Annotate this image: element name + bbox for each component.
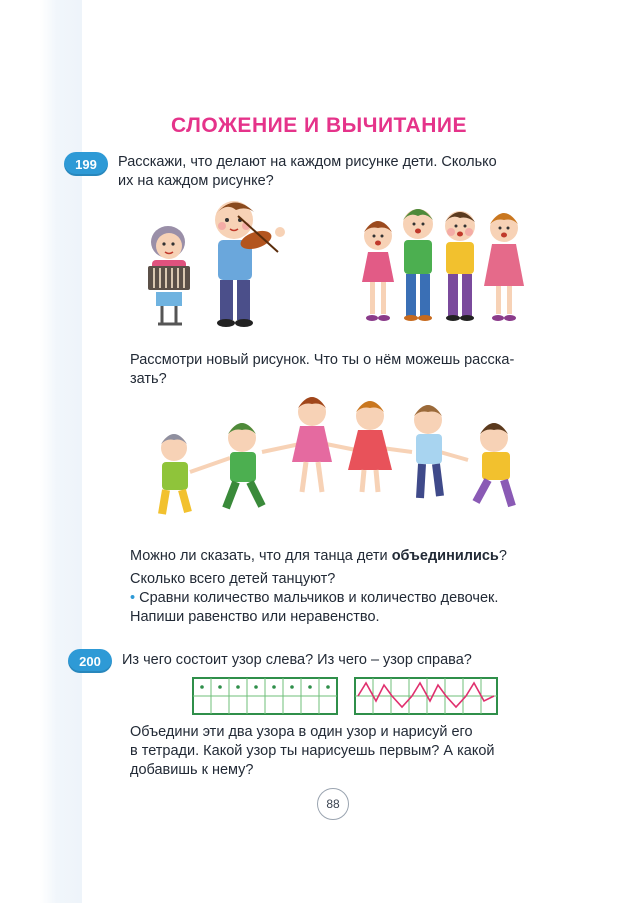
dance-question-bold: объединились xyxy=(391,548,499,564)
task-199-line-2: их на каждом рисунке? xyxy=(118,173,274,189)
dancer-6 xyxy=(476,423,512,506)
task-200-line-1: Объедини эти два узора в один узор и нарисуй его xyxy=(130,724,473,740)
task-199-line-1: Расскажи, что делают на каждом рисунке дети. Сколько xyxy=(118,154,497,170)
new-picture-line-1: Рассмотри новый рисунок. Что ты о нём можешь расска- xyxy=(130,352,515,368)
task-200-question: Из чего состоит узор слева? Из чего – узор справа? xyxy=(122,652,472,668)
compare-line xyxy=(130,589,498,608)
right-zigzag-pattern xyxy=(354,677,498,715)
accordion-girl xyxy=(148,226,190,324)
singer-girl-4 xyxy=(484,213,524,321)
musicians-illustration xyxy=(138,196,308,342)
new-picture-line-2: зать? xyxy=(130,371,167,387)
page-number: 88 xyxy=(317,788,349,820)
dancer-2 xyxy=(226,423,262,508)
write-line: Напиши равенство или неравенство. xyxy=(130,609,380,625)
task-200-line-3: добавишь к нему? xyxy=(130,762,254,778)
singer-girl-1 xyxy=(362,221,394,321)
bullet-icon: • xyxy=(130,590,136,606)
dance-question xyxy=(130,547,507,566)
dancer-1 xyxy=(161,434,188,514)
singer-boy-3 xyxy=(445,211,475,321)
dance-question-text: Можно ли сказать, что для танца дети xyxy=(130,548,392,564)
left-dot-pattern xyxy=(192,677,338,715)
dancer-3 xyxy=(292,397,332,492)
compare-text: Сравни количество мальчиков и количество девочек. xyxy=(139,590,499,606)
task-200-line-2: в тетради. Какой узор ты нарисуешь первым? А какой xyxy=(130,743,495,759)
dancers-illustration xyxy=(150,386,540,538)
dance-question-mark: ? xyxy=(498,548,507,564)
singer-boy-2 xyxy=(403,209,433,321)
page-title: СЛОЖЕНИЕ И ВЫЧИТАНИЕ xyxy=(171,114,467,138)
singers-illustration xyxy=(352,196,542,342)
dancer-4 xyxy=(348,401,392,492)
task-number-badge-199: 199 xyxy=(64,152,108,176)
violin-boy xyxy=(215,201,285,327)
task-number-badge-200: 200 xyxy=(68,649,112,673)
dancer-5 xyxy=(414,405,442,498)
count-question: Сколько всего детей танцуют? xyxy=(130,571,336,587)
